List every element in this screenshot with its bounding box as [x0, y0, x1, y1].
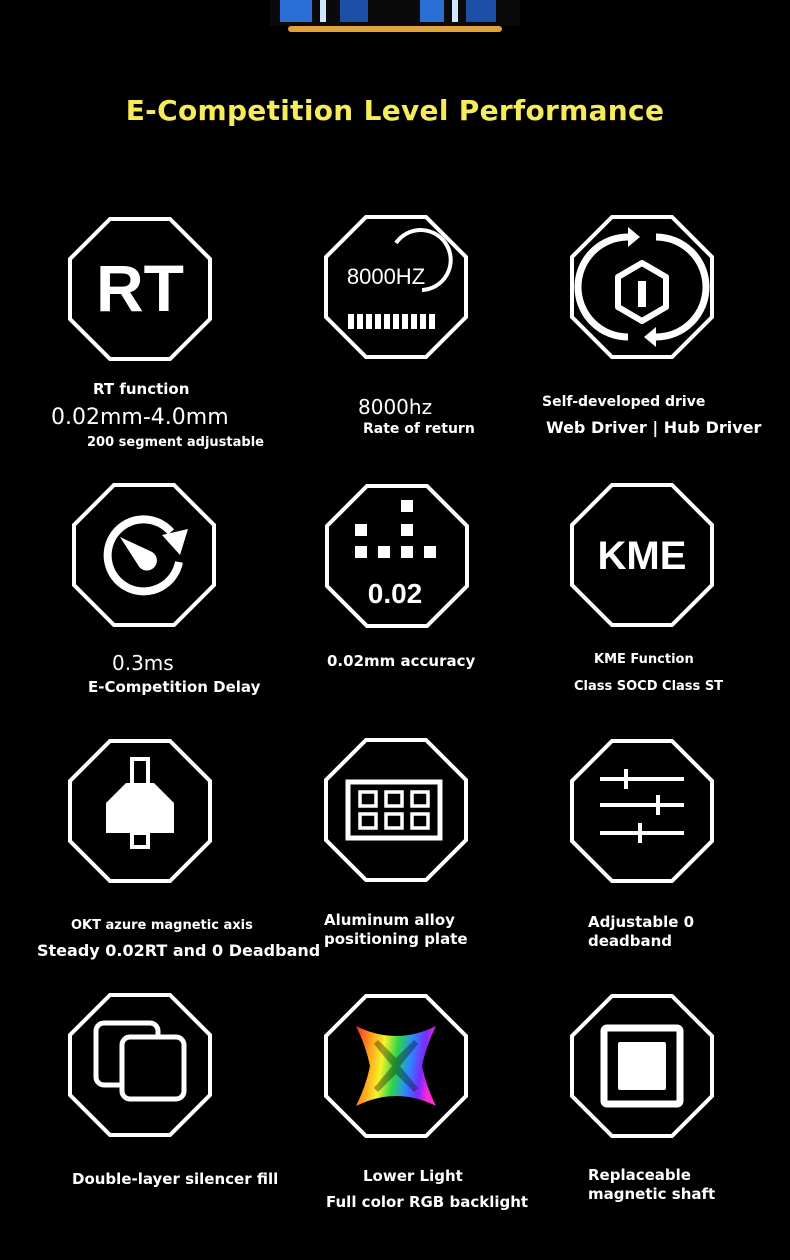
silencer-layers-icon — [66, 991, 214, 1139]
svg-text:8000HZ: 8000HZ — [346, 264, 426, 289]
replaceable-shaft-icon — [568, 992, 716, 1140]
kme-class-label: Class SOCD Class ST — [574, 679, 724, 694]
delay-value: 0.3ms — [112, 651, 174, 675]
magnetic-axis-label: OKT azure magnetic axis — [71, 918, 253, 933]
rgb-backlight-label: Full color RGB backlight — [326, 1193, 529, 1211]
svg-text:KME: KME — [597, 534, 687, 578]
top-banner-fragment — [270, 0, 520, 34]
delay-label: E-Competition Delay — [88, 678, 261, 696]
rt-function-label: RT function — [93, 380, 190, 398]
lower-light-label: Lower Light — [363, 1167, 463, 1185]
kme-function-label: KME Function — [594, 652, 694, 667]
replaceable-label-line1: Replaceable — [588, 1166, 691, 1184]
deadband-sliders-icon — [568, 737, 716, 885]
adjustable-deadband-line2: deadband — [588, 932, 673, 950]
kme-icon — [568, 481, 716, 629]
polling-rate-value: 8000hz — [358, 395, 433, 419]
replaceable-label-line2: magnetic shaft — [588, 1185, 716, 1203]
silencer-label: Double-layer silencer fill — [72, 1170, 279, 1188]
driver-icon — [568, 213, 716, 361]
accuracy-icon — [323, 482, 471, 630]
rt-range-label: 0.02mm-4.0mm — [51, 405, 229, 430]
svg-text:0.02: 0.02 — [367, 578, 423, 609]
driver-label: Self-developed drive — [542, 394, 706, 410]
magnetic-axis-icon — [66, 737, 214, 885]
plate-label-line2: positioning plate — [324, 930, 468, 948]
aluminum-plate-icon — [322, 736, 470, 884]
page-title: E-Competition Level Performance — [125, 94, 665, 127]
polling-rate-icon — [322, 213, 470, 361]
rt-function-icon — [66, 215, 214, 363]
driver-types-label: Web Driver | Hub Driver — [546, 418, 762, 437]
adjustable-deadband-line1: Adjustable 0 — [588, 913, 695, 931]
svg-text:RT: RT — [96, 251, 184, 325]
delay-timer-icon — [70, 481, 218, 629]
rgb-backlight-icon — [322, 992, 470, 1140]
deadband-steady-label: Steady 0.02RT and 0 Deadband — [37, 941, 321, 960]
polling-rate-label: Rate of return — [363, 421, 475, 437]
rt-segment-label: 200 segment adjustable — [87, 435, 264, 450]
plate-label-line1: Aluminum alloy — [324, 911, 455, 929]
accuracy-label: 0.02mm accuracy — [327, 652, 476, 670]
